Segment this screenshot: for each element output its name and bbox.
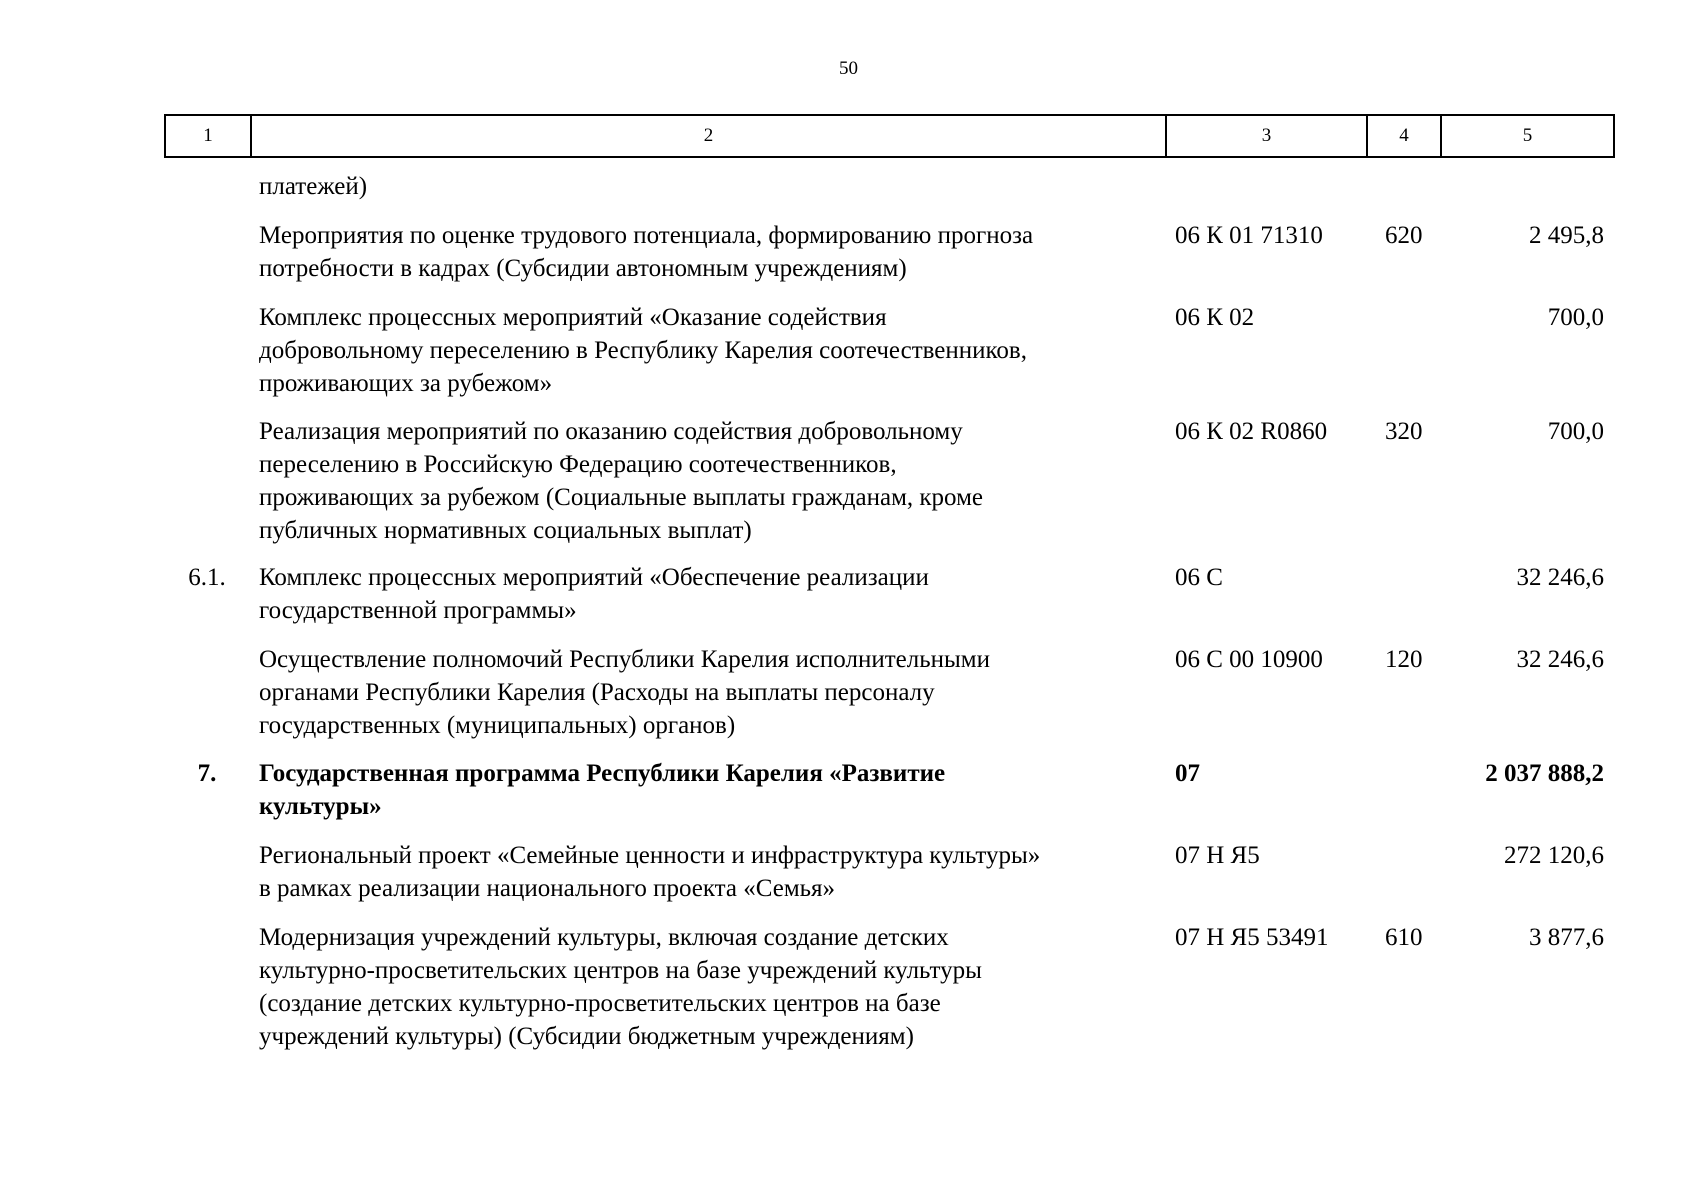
row-code: 06 С (1175, 564, 1223, 591)
row-name-line: переселению в Российскую Федерацию соотечественников, (259, 451, 897, 478)
row-name (259, 415, 1159, 547)
row-amount: 700,0 (1547, 418, 1604, 445)
row-name-line: в рамках реализации национального проекта «Семья» (259, 875, 836, 902)
row-amount: 272 120,6 (1504, 842, 1604, 869)
row-name-line: Реализация мероприятий по оказанию содействия добровольному (259, 418, 963, 445)
column-header-table (164, 114, 1615, 158)
row-amount: 32 246,6 (1516, 564, 1604, 591)
row-name-line: Государственная программа Республики Карелия «Развитие (259, 760, 946, 787)
row-name-line: Региональный проект «Семейные ценности и инфраструктура культуры» (259, 842, 1041, 869)
row-name (259, 921, 1159, 1053)
row-name (259, 757, 1159, 823)
column-header-1: 1 (165, 115, 251, 157)
row-name-line: Комплекс процессных мероприятий «Оказание содействия (259, 304, 887, 331)
row-name (259, 643, 1159, 742)
row-name-line: Модернизация учреждений культуры, включая создание детских (259, 924, 949, 951)
row-expense-type: 120 (1385, 646, 1423, 673)
row-name (259, 301, 1159, 400)
column-header-2: 2 (251, 115, 1166, 157)
row-name (259, 219, 1159, 285)
row-amount: 32 246,6 (1516, 646, 1604, 673)
row-name-line: проживающих за рубежом» (259, 370, 553, 397)
row-name-line: платежей) (259, 173, 368, 200)
row-expense-type: 320 (1385, 418, 1423, 445)
row-code: 07 (1175, 760, 1200, 787)
column-header-4: 4 (1367, 115, 1441, 157)
column-header-row (165, 115, 1614, 157)
row-name-line: Осуществление полномочий Республики Карелия исполнительными (259, 646, 990, 673)
row-name-line: проживающих за рубежом (Социальные выплаты гражданам, кроме (259, 484, 983, 511)
row-amount: 2 495,8 (1529, 222, 1604, 249)
row-code: 07 Н Я5 (1175, 842, 1260, 869)
row-name-line: государственной программы» (259, 597, 577, 624)
row-name (259, 170, 1159, 203)
row-name-line: органами Республики Карелия (Расходы на выплаты персоналу (259, 679, 935, 706)
row-number: 6.1. (188, 564, 226, 591)
row-code: 07 Н Я5 53491 (1175, 924, 1329, 951)
column-header-3: 3 (1166, 115, 1367, 157)
row-name-line: добровольному переселению в Республику Карелия соотечественников, (259, 337, 1027, 364)
page-number: 50 (839, 58, 858, 79)
row-code: 06 К 02 (1175, 304, 1255, 331)
row-amount: 700,0 (1547, 304, 1604, 331)
row-name (259, 839, 1159, 905)
row-name-line: (создание детских культурно-просветительских центров на базе (259, 990, 941, 1017)
row-amount: 2 037 888,2 (1485, 760, 1604, 787)
row-name-line: публичных нормативных социальных выплат) (259, 517, 752, 544)
row-name-line: культурно-просветительских центров на базе учреждений культуры (259, 957, 982, 984)
row-number: 7. (197, 760, 217, 787)
column-header-5: 5 (1441, 115, 1614, 157)
row-expense-type: 610 (1385, 924, 1423, 951)
row-code: 06 К 01 71310 (1175, 222, 1323, 249)
row-name-line: Мероприятия по оценке трудового потенциала, формированию прогноза (259, 222, 1034, 249)
row-expense-type: 620 (1385, 222, 1423, 249)
row-code: 06 С 00 10900 (1175, 646, 1323, 673)
row-name-line: культуры» (259, 793, 382, 820)
row-name-line: потребности в кадрах (Субсидии автономным учреждениям) (259, 255, 907, 282)
row-amount: 3 877,6 (1529, 924, 1604, 951)
row-name-line: Комплекс процессных мероприятий «Обеспечение реализации (259, 564, 929, 591)
row-name-line: учреждений культуры) (Субсидии бюджетным учреждениям) (259, 1023, 914, 1050)
row-name-line: государственных (муниципальных) органов) (259, 712, 736, 739)
row-name (259, 561, 1159, 627)
row-code: 06 К 02 R0860 (1175, 418, 1328, 445)
